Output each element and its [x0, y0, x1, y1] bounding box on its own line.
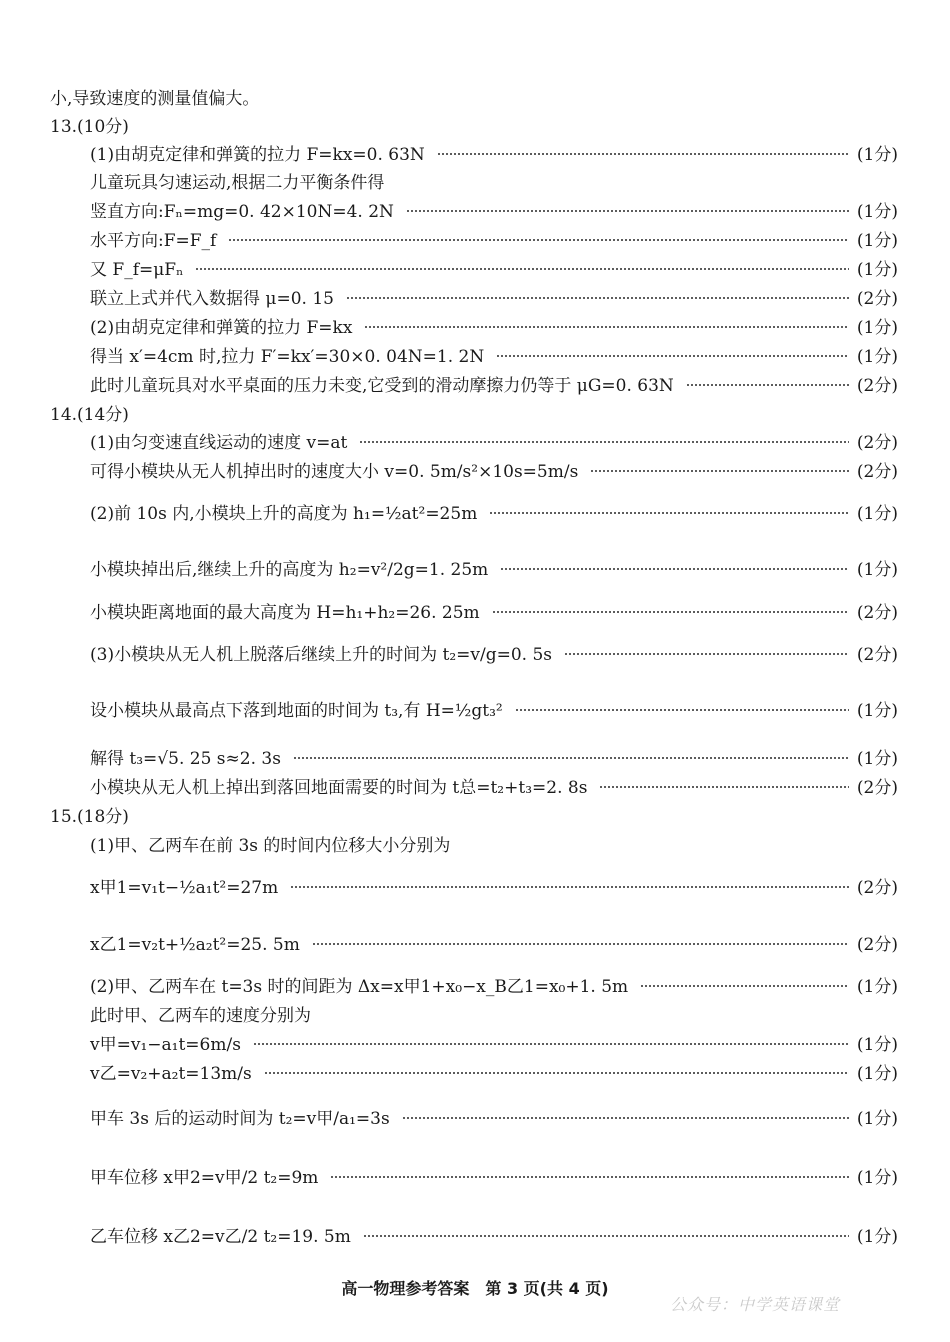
line-text: 可得小模块从无人机掉出时的速度大小 v=0. 5m/s²×10s=5m/s	[90, 461, 579, 482]
score-label: (1分)	[856, 230, 898, 251]
answer-line	[90, 1059, 898, 1083]
line-text: (1)由胡克定律和弹簧的拉力 F=kx=0. 63N	[90, 144, 425, 165]
dot-leader	[489, 512, 849, 514]
dot-leader	[264, 1072, 849, 1074]
line-text: 15.(18分)	[50, 806, 129, 827]
answer-line	[90, 197, 898, 221]
score-label: (2分)	[856, 375, 898, 396]
answer-line	[90, 773, 898, 797]
dot-leader	[359, 441, 849, 443]
score-label: (2分)	[856, 934, 898, 955]
answer-line	[90, 1222, 898, 1246]
line-text: 13.(10分)	[50, 116, 129, 137]
line-text: 小,导致速度的测量值偏大。	[50, 88, 260, 109]
line-text: 得当 x′=4cm 时,拉力 F′=kx′=30×0. 04N=1. 2N	[90, 346, 485, 367]
answer-line	[90, 640, 898, 664]
answer-line	[90, 1030, 898, 1054]
answer-line	[90, 313, 898, 337]
answer-line	[90, 499, 898, 523]
score-label: (2分)	[856, 644, 898, 665]
score-label: (2分)	[856, 777, 898, 798]
dot-leader	[564, 653, 849, 655]
line-text: (3)小模块从无人机上脱落后继续上升的时间为 t₂=v/g=0. 5s	[90, 644, 552, 665]
line-text: 甲车 3s 后的运动时间为 t₂=v甲/a₁=3s	[90, 1108, 390, 1129]
line-text: v甲=v₁−a₁t=6m/s	[90, 1034, 241, 1055]
line-text: 14.(14分)	[50, 404, 129, 425]
answer-line	[90, 744, 898, 768]
answer-line	[90, 457, 898, 481]
dot-leader	[290, 886, 849, 888]
answer-line	[90, 930, 898, 954]
section-heading	[50, 112, 898, 136]
answer-line	[90, 428, 898, 452]
line-text: 又 F_f=μFₙ	[90, 259, 184, 280]
answer-line	[90, 1163, 898, 1187]
answer-line	[90, 255, 898, 279]
answer-line	[90, 972, 898, 996]
dot-leader	[402, 1117, 849, 1119]
answer-line	[90, 226, 898, 250]
score-label: (2分)	[856, 602, 898, 623]
score-label: (2分)	[856, 432, 898, 453]
dot-leader	[330, 1176, 848, 1178]
line-text: 竖直方向:Fₙ=mg=0. 42×10N=4. 2N	[90, 201, 394, 222]
line-text: 此时儿童玩具对水平桌面的压力未变,它受到的滑动摩擦力仍等于 μG=0. 63N	[90, 375, 674, 396]
answer-line	[90, 168, 898, 192]
dot-leader	[437, 153, 849, 155]
score-label: (1分)	[856, 317, 898, 338]
score-label: (2分)	[856, 288, 898, 309]
dot-leader	[228, 239, 849, 241]
dot-leader	[312, 943, 849, 945]
line-text: 小模块距离地面的最大高度为 H=h₁+h₂=26. 25m	[90, 602, 480, 623]
score-label: (1分)	[856, 201, 898, 222]
dot-leader	[293, 757, 849, 759]
watermark: 公众号：中学英语课堂	[670, 1295, 841, 1314]
score-label: (1分)	[856, 346, 898, 367]
line-text: 设小模块从最高点下落到地面的时间为 t₃,有 H=½gt₃²	[90, 700, 503, 721]
dot-leader	[346, 297, 849, 299]
dot-leader	[363, 1235, 849, 1237]
score-label: (2分)	[856, 877, 898, 898]
line-text: 小模块从无人机上掉出到落回地面需要的时间为 t总=t₂+t₃=2. 8s	[90, 777, 588, 798]
line-text: 联立上式并代入数据得 μ=0. 15	[90, 288, 334, 309]
dot-leader	[364, 326, 848, 328]
score-label: (1分)	[856, 1063, 898, 1084]
dot-leader	[496, 355, 849, 357]
line-text: 乙车位移 x乙2=v乙/2 t₂=19. 5m	[90, 1226, 351, 1247]
line-text: (2)前 10s 内,小模块上升的高度为 h₁=½at²=25m	[90, 503, 478, 524]
answer-line	[90, 831, 898, 855]
dot-leader	[599, 786, 848, 788]
dot-leader	[195, 268, 848, 270]
score-label: (1分)	[856, 700, 898, 721]
score-label: (1分)	[856, 259, 898, 280]
answer-line	[90, 696, 898, 720]
answer-line	[90, 140, 898, 164]
dot-leader	[515, 709, 849, 711]
answer-line	[90, 1001, 898, 1025]
score-label: (1分)	[856, 748, 898, 769]
line-text: 解得 t₃=√5. 25 s≈2. 3s	[90, 748, 281, 769]
score-label: (1分)	[856, 1034, 898, 1055]
line-text: 儿童玩具匀速运动,根据二力平衡条件得	[90, 172, 385, 193]
dot-leader	[640, 985, 849, 987]
section-heading	[50, 802, 898, 826]
dot-leader	[590, 470, 849, 472]
dot-leader	[492, 611, 849, 613]
answer-line	[90, 555, 898, 579]
score-label: (1分)	[856, 503, 898, 524]
line-text: x乙1=v₂t+½a₂t²=25. 5m	[90, 934, 300, 955]
line-text: 甲车位移 x甲2=v甲/2 t₂=9m	[90, 1167, 319, 1188]
score-label: (1分)	[856, 144, 898, 165]
score-label: (1分)	[856, 1108, 898, 1129]
answer-line	[90, 598, 898, 622]
line-text: 水平方向:F=F_f	[90, 230, 217, 251]
score-label: (2分)	[856, 461, 898, 482]
line-text: v乙=v₂+a₂t=13m/s	[90, 1063, 252, 1084]
line-text: (1)甲、乙两车在前 3s 的时间内位移大小分别为	[90, 835, 451, 856]
line-text: (1)由匀变速直线运动的速度 v=at	[90, 432, 348, 453]
line-text: 小模块掉出后,继续上升的高度为 h₂=v²/2g=1. 25m	[90, 559, 489, 580]
score-label: (1分)	[856, 1167, 898, 1188]
answer-line	[90, 873, 898, 897]
line-text: (2)由胡克定律和弹簧的拉力 F=kx	[90, 317, 353, 338]
section-heading	[50, 84, 898, 108]
line-text: x甲1=v₁t−½a₁t²=27m	[90, 877, 279, 898]
answer-line	[90, 284, 898, 308]
dot-leader	[253, 1043, 849, 1045]
dot-leader	[406, 210, 849, 212]
dot-leader	[686, 384, 849, 386]
line-text: (2)甲、乙两车在 t=3s 时的间距为 Δx=x甲1+x₀−x_B乙1=x₀+1. 5m	[90, 976, 629, 997]
answer-line	[90, 371, 898, 395]
score-label: (1分)	[856, 559, 898, 580]
score-label: (1分)	[856, 1226, 898, 1247]
dot-leader	[500, 568, 849, 570]
answer-line	[90, 342, 898, 366]
page-footer: 高一物理参考答案 第 3 页(共 4 页)	[341, 1279, 609, 1298]
score-label: (1分)	[856, 976, 898, 997]
answer-line	[90, 1104, 898, 1128]
section-heading	[50, 400, 898, 424]
line-text: 此时甲、乙两车的速度分别为	[90, 1005, 311, 1026]
